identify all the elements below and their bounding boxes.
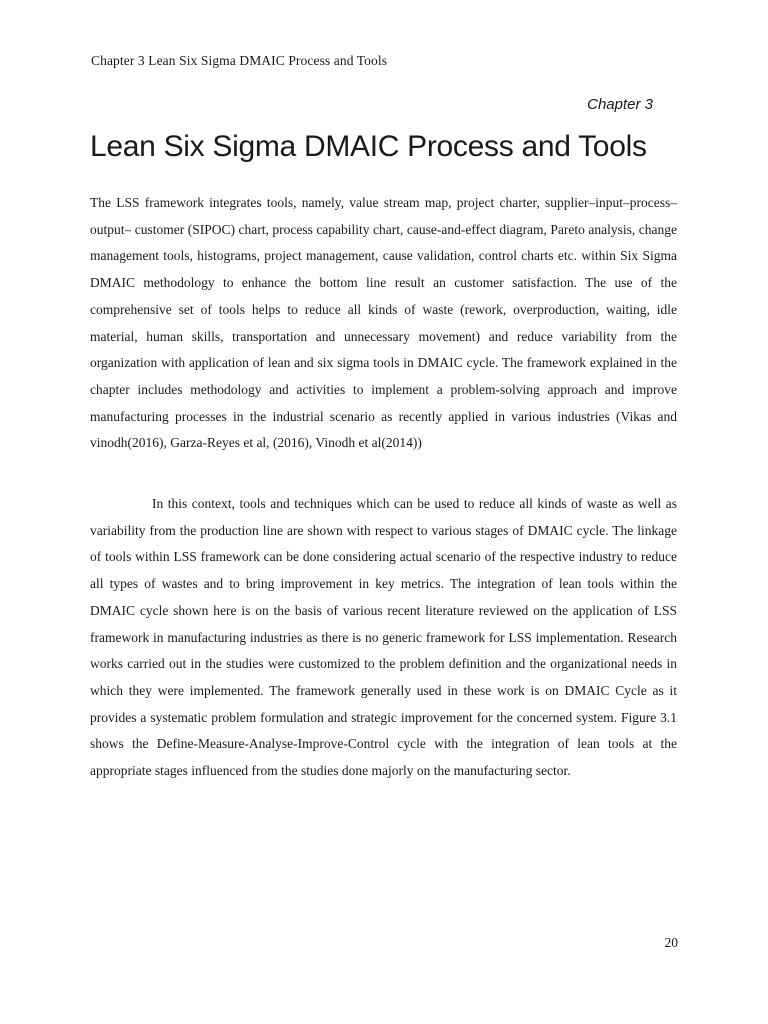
body-paragraph-1: The LSS framework integrates tools, namely, value stream map, project charter, supplier–input–process– output– customer (SIPOC) chart, process capability chart, cause-and-effect diagram, Pareto analysis, change management tools, histograms, project management, cause validation, control charts etc. within Six Sigma DMAIC methodology to enhance the bottom line result an customer satisfaction. The use of the comprehensive set of tools helps to reduce all kinds of waste (rework, overproduction, waiting, idle material, human skills, transportation and unnecessary movement) and reduce variability from the organization with application of lean and six sigma tools in DMAIC cycle. The framework explained in the chapter includes methodology and activities to implement a problem-solving approach and improve manufacturing processes in the industrial scenario as recently applied in various industries (Vikas and vinodh(2016), Garza-Reyes et al, (2016), Vinodh et al(2014)) [90, 195, 677, 451]
page-number: 20 [664, 935, 678, 950]
running-header: Chapter 3 Lean Six Sigma DMAIC Process and Tools [91, 53, 388, 68]
chapter-title: Lean Six Sigma DMAIC Process and Tools [90, 130, 647, 163]
chapter-label: Chapter 3 [587, 96, 653, 113]
body-paragraph-2: In this context, tools and techniques which can be used to reduce all kinds of waste as well as variability from the production line are shown with respect to various stages of DMAIC cycle. The linkage of tools within LSS framework can be done considering actual scenario of the respective industry to reduce all types of wastes and to bring improvement in key metrics. The integration of lean tools within the DMAIC cycle shown here is on the basis of various recent literature reviewed on the application of LSS framework in manufacturing industries as there is no generic framework for LSS implementation. Research works carried out in the studies were customized to the problem definition and the organizational needs in which they were implemented. The framework generally used in these work is on DMAIC Cycle as it provides a systematic problem formulation and strategic improvement for the concerned system. Figure 3.1 shows the Define-Measure-Analyse-Improve-Control cycle with the integration of lean tools at the appropriate stages influenced from the studies done majorly on the manufacturing sector. [90, 496, 677, 779]
